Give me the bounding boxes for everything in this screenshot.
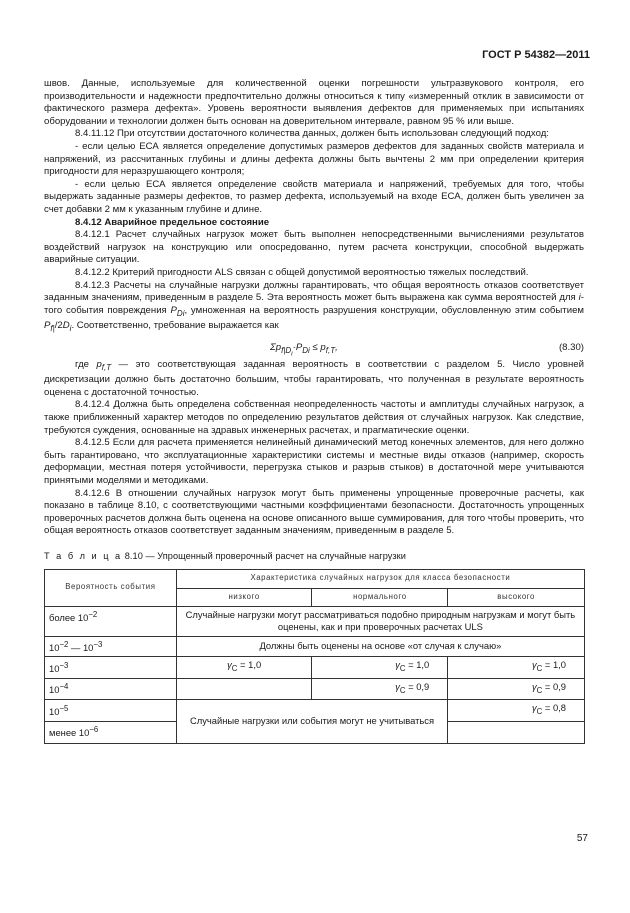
paragraph: где $p_{f,T}$ — это соответствующая заданная вероятность в соответствии с разделом 5. Число уровней дискретизации должно быть достаточно большим, чтобы гарантировать, что полученная в результате вероятность оценена с достаточной точностью. [44,358,584,398]
section-heading: 8.4.12 Аварийное предельное состояние [75,216,270,228]
table-row [45,657,585,678]
cell-gamma-high: $\gamma_C = 1,0$ [448,657,585,678]
page-number: 57 [576,833,588,844]
cell-gamma-low: $\gamma_C = 1,0$ [176,657,312,678]
cell-gamma-normal: $\gamma_C = 1,0$ [312,657,448,678]
table-row [45,700,585,721]
page-body [44,78,584,744]
document-header: ГОСТ Р 54382—2011 [482,49,590,61]
table-row [45,606,585,636]
column-header-low: низкого [176,588,312,606]
cell-probability: $10^{-4}$ [45,678,177,699]
table-caption: Т а б л и ц а 8.10 — Упрощенный проверочный расчет на случайные нагрузки [44,550,406,561]
table-8-10 [44,569,585,744]
paragraph: 8.4.12.6 В отношении случайных нагрузок могут быть применены упрощенные проверочные расчеты, как показано в таблице 8.10, с соответствующими частными коэффициентами безопасности. Достаточность упрощенных проверочных расчетов должна быть оценена на основе описанного выше суммирования, для того чтобы проверить, что общая вероятность отказов соответствует заданным значениям, приведенным в разделе 5. [44,487,584,537]
paragraph: 8.4.12.4 Должна быть определена собственная неопределенность частоты и амплитуды случайных нагрузок, а также приближенный характер методов по определению результатов действия от случайных нагрузок. Как следствие, требуются суждения, основанные на здравых инженерных расчетах, и прагматические оценки. [44,399,584,436]
cell-probability: $10^{-3}$ [45,657,177,678]
equation-formula: $\Sigma p_{f|D_i}\cdot P_{Di} \le p_{f,T}$, [270,341,338,358]
equation-8-30 [44,339,584,357]
equation-number: (8.30) [558,341,584,353]
cell-text: Случайные нагрузки могут рассматриваться подобно природным нагрузкам и могут быть оценены, как и при проверочных расчетах ULS [176,606,584,636]
paragraph: швов. Данные, используемые для количественной оценки погрешности ультразвукового контроля, его производительности и надежности предпочтительно должны относиться к типу «измеренный отклик в зависимости от фактического размера дефекта». Уровень вероятности выявления дефектов для применяемых при испытаниях оборудовании и технологии должен быть основан на доверительном интервале, равном 95 % или выше. [44,78,584,127]
table-row [45,636,585,657]
paragraph: 8.4.11.12 При отсутствии достаточного количества данных, должен быть использован следующий подход: [75,128,549,140]
column-header-probability: Вероятность события [45,569,177,606]
paragraph: - если целью ЕСА является определение допустимых размеров дефектов для заданных свойств материала и напряжений, из рассчитанных глубины и длины дефекта должны быть вычтены 2 мм при определении критерия пригодности для неразрушающего контроля; [44,140,584,178]
cell-probability: менее $10^{-6}$ [45,721,177,743]
column-header-normal: нормального [312,588,448,606]
column-header-group: Характеристика случайных нагрузок для класса безопасности [176,569,584,588]
paragraph: 8.4.12.5 Если для расчета применяется нелинейный динамический метод конечных элементов, для него должно быть гарантировано, что эксплуатационные характеристики системы и местные виды отказов (например, скорость деформации, местная потеря устойчивости, перегрузка стыков и разрыв стыков) в достаточной мере учитываются принятыми моделями и методиками. [44,437,584,486]
cell-empty [176,678,312,699]
cell-gamma-high: $\gamma_C = 0,9$ [448,678,585,699]
paragraph: - если целью ЕСА является определение свойств материала и напряжений, требуемых для того, чтобы выдержать заданные размеры дефектов, то размер дефекта, используемый на входе ЕСА, должен быть увеличен за счет добавки 2 мм к указанным глубине и длине. [44,178,584,215]
table-row [45,678,585,699]
paragraph: 8.4.12.1 Расчет случайных нагрузок может быть выполнен непосредственными вычислениями результатов воздействий нагрузок на конструкцию или опосредованно, путем расчета конструкции, способной выдержать аварийные ситуации. [44,229,584,266]
cell-probability: $10^{-2}$ — $10^{-3}$ [45,636,177,657]
cell-probability: более $10^{-2}$ [45,606,177,636]
cell-probability: $10^{-5}$ [45,700,177,721]
cell-gamma-high: $\gamma_C = 0,8$ [448,700,585,721]
cell-text: Должны быть оценены на основе «от случая к случаю» [176,636,584,657]
cell-empty [448,721,585,743]
column-header-high: высокого [448,588,585,606]
cell-merged-text: Случайные нагрузки или события могут не учитываться [176,700,447,743]
cell-gamma-normal: $\gamma_C = 0,9$ [312,678,448,699]
paragraph: 8.4.12.3 Расчеты на случайные нагрузки должны гарантировать, что общая вероятность отказов соответствует заданным значениям, приведенным в разделе 5. Эта вероятность может быть выражена как сумма вероятностей для i-того события повреждения $P_{Di}$, умноженная на вероятность разрушения конструкции, обусловленную этим событием $P_{f|}/2D_i$. Соответственно, требование выражается как [44,279,584,334]
paragraph: 8.4.12.2 Критерий пригодности ALS связан с общей допустимой вероятностью тяжелых последствий. [75,266,529,278]
